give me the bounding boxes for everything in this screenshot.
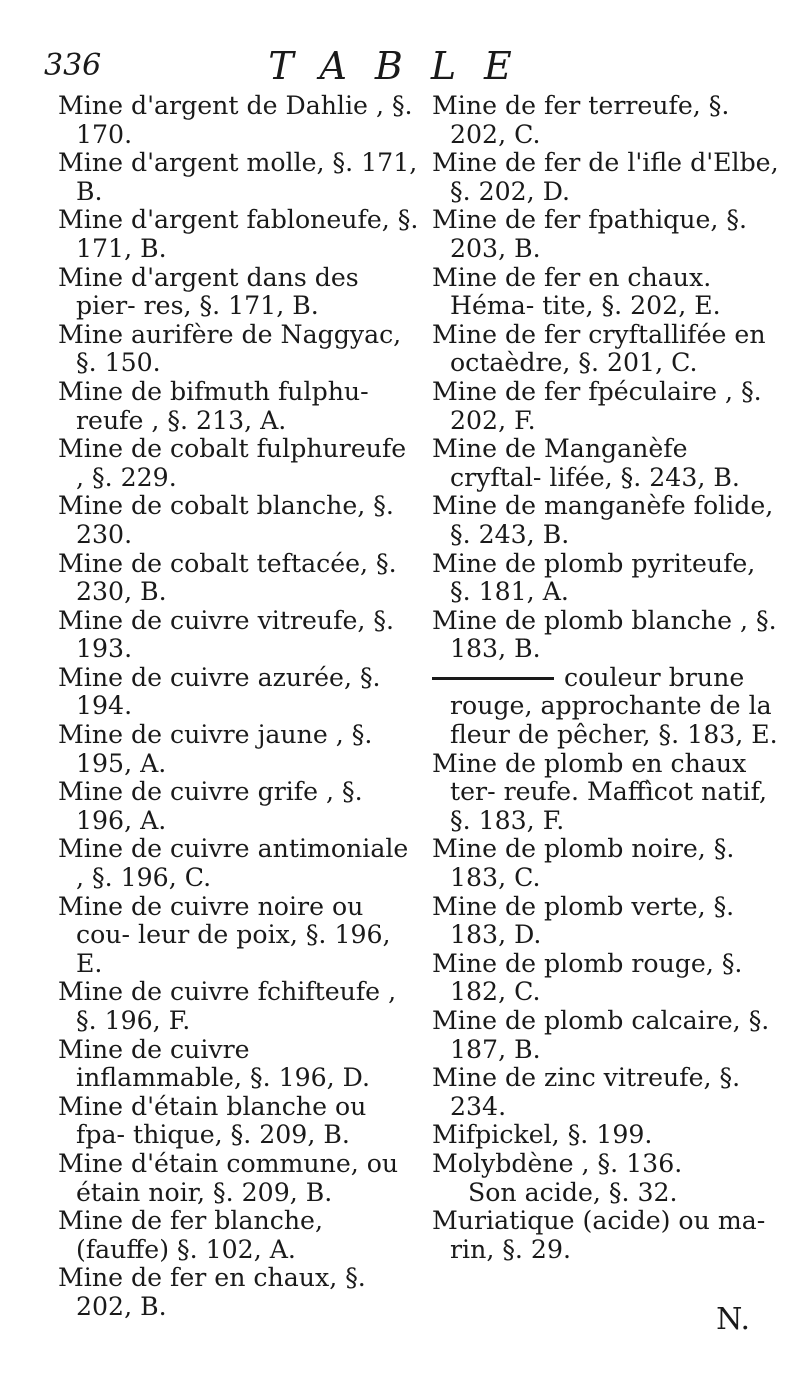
index-entry: Mine de cuivre grife , §. 196, A. <box>58 777 363 835</box>
index-entry: Mine aurifère de Naggyac, §. 150. <box>58 319 402 378</box>
page-number: 336 <box>44 48 102 83</box>
index-entry: Muriatique (acide) ou ma- rin, §. 29. <box>432 1206 766 1264</box>
index-entry: Mine de plomb noire, §. 183, C. <box>432 834 735 893</box>
index-entry: Mine de fer de l'ifle d'Elbe, §. 202, D. <box>432 148 779 206</box>
index-entry: Mine de plomb rouge, §. 182, C. <box>432 948 743 1007</box>
index-entry: Mine de fer blanche, (fauffe) §. 102, A. <box>58 1206 323 1264</box>
index-entry: Mine de zinc vitreufe, §. 234. <box>432 1063 741 1121</box>
index-subentry: Son acide, §. 32. <box>468 1177 678 1207</box>
index-entry: Mine de fer en chaux. Héma- tite, §. 202, E. <box>432 262 721 321</box>
index-entry: Mine d'argent dans des pier- res, §. 171, B. <box>58 262 359 321</box>
index-subentry: couleur brune rouge, approchante de la fleur de pêcher, §. 183, E. <box>432 664 782 750</box>
index-entry: Mine de plomb verte, §. 183, D. <box>432 891 735 950</box>
index-entry: Mine de plomb en chaux ter- reufe. Maffìcot natif, §. 183, F. <box>432 748 767 835</box>
index-entry: Mine de cuivre antimoniale , §. 196, C. <box>58 834 409 893</box>
index-entry: Mine de fer terreufe, §. 202, C. <box>432 91 730 149</box>
index-entry: Mine de cuivre jaune , §. 195, A. <box>58 720 373 778</box>
index-entry: Mine de cobalt blanche, §. 230. <box>58 491 394 549</box>
index-entry: Mine de plomb calcaire, §. 187, B. <box>432 1006 770 1064</box>
index-entry: Mine de cuivre noire ou cou- leur de poix, §. 196, E. <box>58 891 391 978</box>
index-entry: Mine de plomb blanche , §. 183, B. <box>432 605 777 664</box>
index-entry: Mine de cuivre azurée, §. 194. <box>58 662 381 721</box>
index-entry: Mine d'étain blanche ou fpa- thique, §. 209, B. <box>58 1091 367 1150</box>
index-entry: Mine de fer fpéculaire , §. 202, F. <box>432 376 762 435</box>
index-entry: Mine de cuivre inflammable, §. 196, D. <box>58 1034 370 1093</box>
index-entry: Mine de fer cryftallifée en octaèdre, §. 201, C. <box>432 319 766 378</box>
index-entry: Mine d'argent de Dahlie , §. 170. <box>58 91 413 149</box>
index-entry: Molybdène , §. 136. <box>432 1148 683 1178</box>
index-entry: Mifpickel, §. 199. <box>432 1120 653 1150</box>
index-entry: Mine de Manganèfe cryftal- lifée, §. 243, B. <box>432 434 740 492</box>
page-header <box>44 44 764 94</box>
index-entry: Mine de cuivre fchifteufe , §. 196, F. <box>58 977 397 1035</box>
index-column-left <box>58 92 420 1322</box>
index-entry: Mine de cobalt fulphureufe , §. 229. <box>58 434 407 492</box>
index-entry: Mine de manganèfe folide, §. 243, B. <box>432 491 774 549</box>
index-entry: Mine de cobalt teftacée, §. 230, B. <box>58 548 397 607</box>
index-entry: Mine de fer fpathique, §. 203, B. <box>432 205 748 263</box>
index-entry: Mine d'étain commune, ou étain noir, §. 209, B. <box>58 1148 399 1207</box>
index-entry: Mine de fer en chaux, §. 202, B. <box>58 1263 366 1321</box>
index-entry: Mine de bifmuth fulphu- reufe , §. 213, A. <box>58 376 369 435</box>
index-entry: Mine de cuivre vitreufe, §. 193. <box>58 605 394 664</box>
index-column-right <box>432 92 782 1264</box>
running-title: TABLE <box>268 44 540 88</box>
index-entry: Mine de plomb pyriteufe, §. 181, A. <box>432 548 756 607</box>
catchword: N. <box>716 1302 750 1337</box>
index-entry: Mine d'argent molle, §. 171, B. <box>58 148 418 206</box>
index-entry: Mine d'argent fabloneufe, §. 171, B. <box>58 205 419 263</box>
